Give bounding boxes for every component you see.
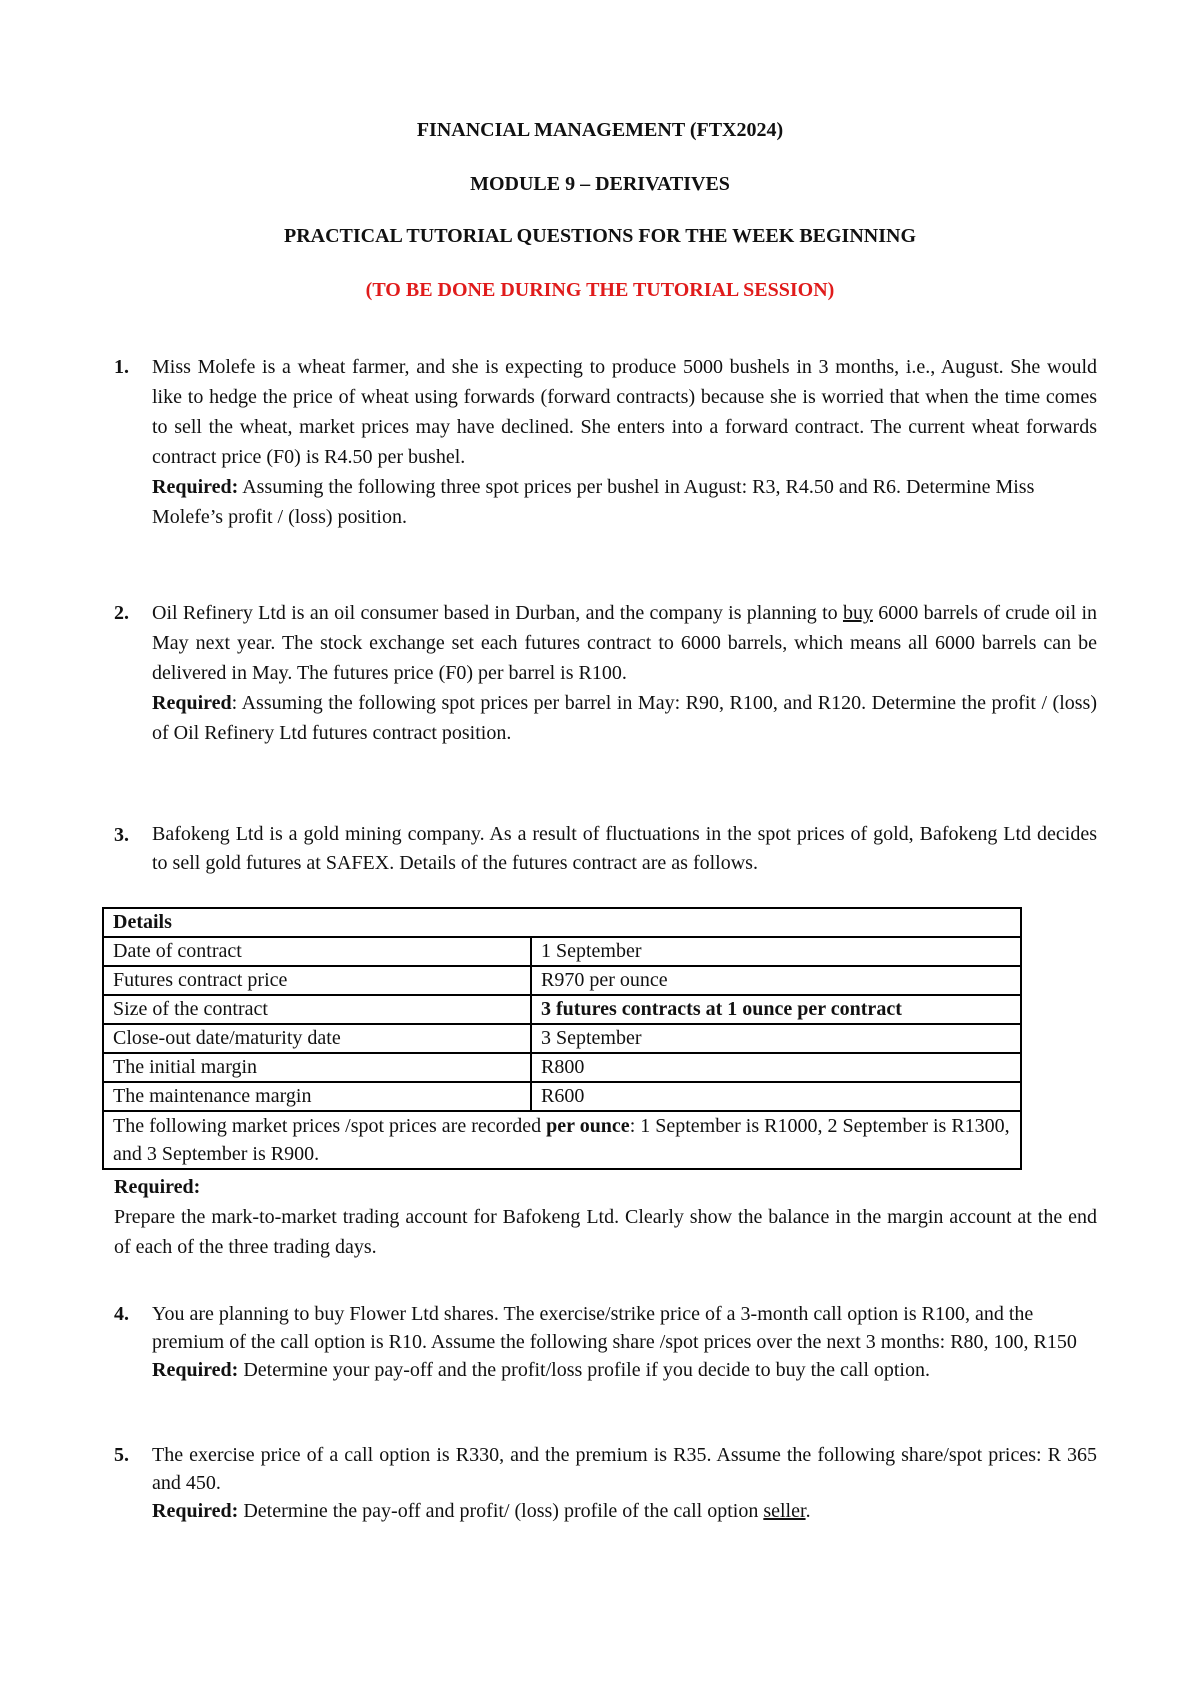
required-text: Prepare the mark-to-market trading account for Bafokeng Ltd. Clearly show the balance in the margin account at the end of each of the three trading days.: [114, 1206, 1097, 1258]
tutorial-subtitle: PRACTICAL TUTORIAL QUESTIONS FOR THE WEEK BEGINNING: [283, 225, 917, 247]
question-2: [114, 598, 1097, 748]
table-row: [103, 1024, 1021, 1053]
table-cell-value: R600: [531, 1082, 1021, 1111]
underlined-word: seller: [763, 1500, 806, 1522]
table-cell-value: 3 September: [531, 1024, 1021, 1053]
required-text: Assuming the following three spot prices per bushel in August: R3, R4.50 and R6. Determine Miss Molefe’s profit / (loss) position.: [152, 476, 1035, 528]
question-text: [152, 598, 1097, 688]
table-row: [103, 1053, 1021, 1082]
question-body: [152, 598, 1097, 748]
underlined-word: buy: [842, 602, 873, 624]
question-requirement: [152, 1356, 1097, 1384]
course-title: FINANCIAL MANAGEMENT (FTX2024): [416, 119, 784, 141]
table-row: [103, 995, 1021, 1024]
table-cell-value: R970 per ounce: [531, 966, 1021, 995]
table-cell-value: 3 futures contracts at 1 ounce per contract: [531, 995, 1021, 1024]
required-text: Determine the pay-off and profit/ (loss) profile of the call option: [238, 1500, 764, 1522]
required-label: Required:: [152, 476, 239, 498]
question-number: 5.: [114, 1444, 129, 1466]
table-cell-label: Futures contract price: [103, 966, 531, 995]
question-text: The exercise price of a call option is R330, and the premium is R35. Assume the following share/spot prices: R 365 and 450.: [152, 1444, 1097, 1494]
text-part: : 1 September is R1000, 2 September is R1300, and 3 September is R900.: [113, 1115, 1010, 1165]
question-number: 3.: [114, 824, 129, 846]
question-text: Bafokeng Ltd is a gold mining company. As a result of fluctuations in the spot prices of gold, Bafokeng Ltd decides to sell gold futures at SAFEX. Details of the futures contract are as follows.: [152, 823, 1097, 874]
required-label: Required: [152, 692, 232, 714]
question-1: [114, 352, 1097, 532]
required-label: Required:: [152, 1500, 239, 1522]
required-label: Required:: [114, 1176, 201, 1198]
table-header: Details: [103, 908, 1021, 937]
futures-details-table: [102, 907, 1022, 1170]
table-row: [103, 966, 1021, 995]
question-requirement: [152, 472, 1097, 532]
table-row: [103, 1082, 1021, 1111]
table-cell-label: Close-out date/maturity date: [103, 1024, 531, 1053]
module-title: MODULE 9 – DERIVATIVES: [470, 173, 730, 195]
table-cell-label: Date of contract: [103, 937, 531, 966]
question-3-requirement: [114, 1172, 1097, 1262]
table-cell-value: R800: [531, 1053, 1021, 1082]
question-body: [152, 352, 1097, 532]
table-cell-label: The maintenance margin: [103, 1082, 531, 1111]
question-4: [114, 1300, 1097, 1384]
question-number: 4.: [114, 1303, 129, 1325]
required-label: Required:: [152, 1359, 239, 1381]
table-note-row: [103, 1111, 1021, 1169]
question-5: [114, 1441, 1097, 1525]
table-cell-value: 1 September: [531, 937, 1021, 966]
table-header-row: [103, 908, 1021, 937]
question-3: [114, 820, 1097, 878]
question-text: You are planning to buy Flower Ltd shares. The exercise/strike price of a 3-month call option is R100, and the premium of the call option is R10. Assume the following share /spot prices over the next 3 months: R80, 100, R150: [152, 1303, 1077, 1353]
required-text: : Assuming the following spot prices per barrel in May: R90, R100, and R120. Determine the profit / (loss) of Oil Refinery Ltd futures contract position.: [152, 692, 1097, 744]
text-part: Oil Refinery Ltd is an oil consumer based in Durban, and the company is planning to: [152, 602, 843, 624]
required-text: Determine your pay-off and the profit/loss profile if you decide to buy the call option.: [238, 1359, 930, 1381]
text-part: 6000 barrels of crude oil in May next year. The stock exchange set each futures contract to 6000 barrels, which means all 6000 barrels can be delivered in May. The futures price (F0) per barrel is R100.: [152, 602, 1097, 684]
spot-prices-note: [103, 1111, 1021, 1169]
table-cell-label: Size of the contract: [103, 995, 531, 1024]
session-instruction: (TO BE DONE DURING THE TUTORIAL SESSION): [365, 279, 835, 301]
question-number: 1.: [114, 356, 129, 378]
table-cell-label: The initial margin: [103, 1053, 531, 1082]
question-requirement: [152, 1497, 1097, 1525]
question-body: [152, 1441, 1097, 1525]
question-requirement: [152, 688, 1097, 748]
required-text-end: .: [805, 1500, 811, 1522]
table-row: [103, 937, 1021, 966]
question-text: Miss Molefe is a wheat farmer, and she is expecting to produce 5000 bushels in 3 months, i.e., August. She would like to hedge the price of wheat using forwards (forward contracts) because she is worried that when the time comes to sell the wheat, market prices may have declined. She enters into a forward contract. The current wheat forwards contract price (F0) is R4.50 per bushel.: [152, 356, 1097, 468]
text-part: The following market prices /spot prices are recorded: [113, 1115, 547, 1137]
bold-text: per ounce: [546, 1115, 630, 1137]
question-body: [152, 1300, 1097, 1384]
question-number: 2.: [114, 602, 129, 624]
